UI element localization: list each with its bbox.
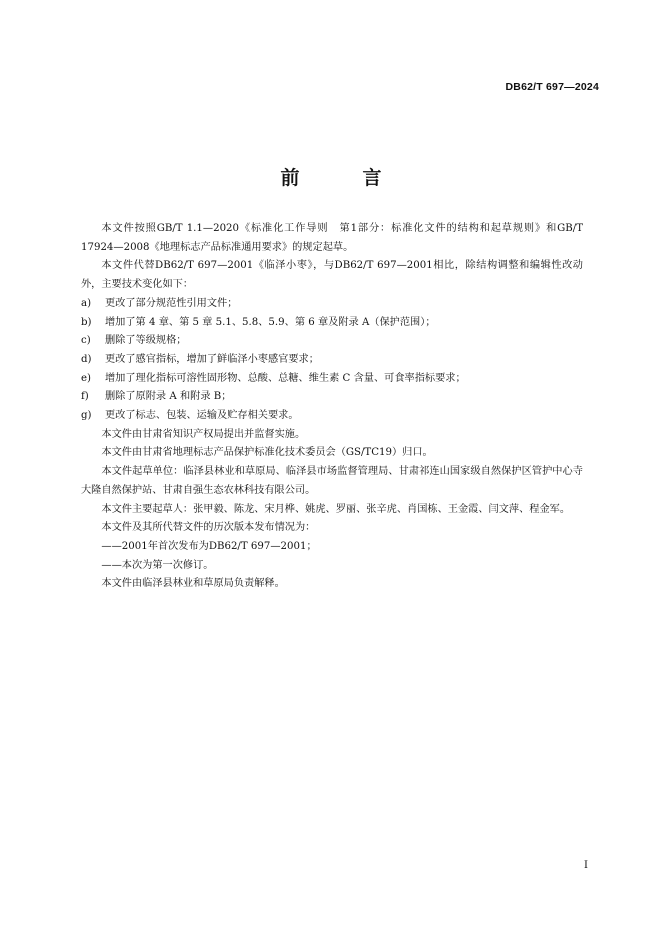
paragraph-proposer: 本文件由甘肃省知识产权局提出并监督实施。 [101,428,306,440]
history-item: ——本次为第一次修订。 [101,559,214,571]
changes-list [81,295,583,426]
list-text: 增加了第 4 章、第 5 章 5.1、5.8、5.9、第 6 章及附录 A（保护范围）； [105,316,436,328]
list-text: 增加了理化指标可溶性固形物、总酸、总糖、维生素 C 含量、可食率指标要求； [105,372,466,384]
list-text: 更改了标志、包装、运输及贮存相关要求。 [105,410,299,422]
list-marker: b) [81,316,92,328]
list-marker: c) [81,335,91,347]
paragraph-drafting-basis: 本文件按照GB/T 1.1—2020《标准化工作导则 第1部分：标准化文件的结构和起草规则》和GB/T 17924—2008《地理标志产品标准通用要求》的规定起草。 [81,223,583,253]
list-marker: e) [81,372,92,384]
list-marker: a) [81,297,92,309]
list-text: 更改了感官指标，增加了鲜临泽小枣感官要求； [105,353,319,365]
paragraph-replacement: 本文件代替DB62/T 697—2001《临泽小枣》，与DB62/T 697—2001相比，除结构调整和编辑性改动外，主要技术变化如下： [81,260,583,291]
list-item [81,332,583,351]
page-number: I [584,860,588,871]
list-item [81,314,583,333]
list-text: 更改了部分规范性引用文件； [105,297,238,309]
paragraph-committee: 本文件由甘肃省地理标志产品保护标准化技术委员会（GS/TC19）归口。 [101,447,433,459]
list-item [81,295,583,314]
list-marker: d) [81,353,92,365]
list-item [81,407,583,426]
foreword-body [81,220,583,594]
paragraph-drafting-units: 本文件起草单位：临泽县林业和草原局、临泽县市场监督管理局、甘肃祁连山国家级自然保护区管护中心寺大隆自然保护站、甘肃自强生态农林科技有限公司。 [81,466,583,496]
history-item: ——2001年首次发布为DB62/T 697—2001； [101,540,317,552]
list-marker: g) [81,410,92,422]
list-text: 删除了原附录 A 和附录 B； [105,391,232,403]
paragraph-interpretation: 本文件由临泽县林业和草原局负责解释。 [101,578,285,590]
list-text: 删除了等级规格； [105,335,187,347]
document-code: DB62/T 697—2024 [505,81,599,93]
list-item [81,370,583,389]
page-title: 前 言 [280,167,404,189]
paragraph-drafters: 本文件主要起草人：张甲毅、陈龙、宋月桦、姚虎、罗丽、张辛虎、肖国栋、王金霞、闫文萍、程金军。 [101,503,571,515]
list-item [81,388,583,407]
list-item [81,351,583,370]
paragraph-version-history: 本文件及其所代替文件的历次版本发布情况为： [101,522,316,534]
list-marker: f) [81,391,89,403]
